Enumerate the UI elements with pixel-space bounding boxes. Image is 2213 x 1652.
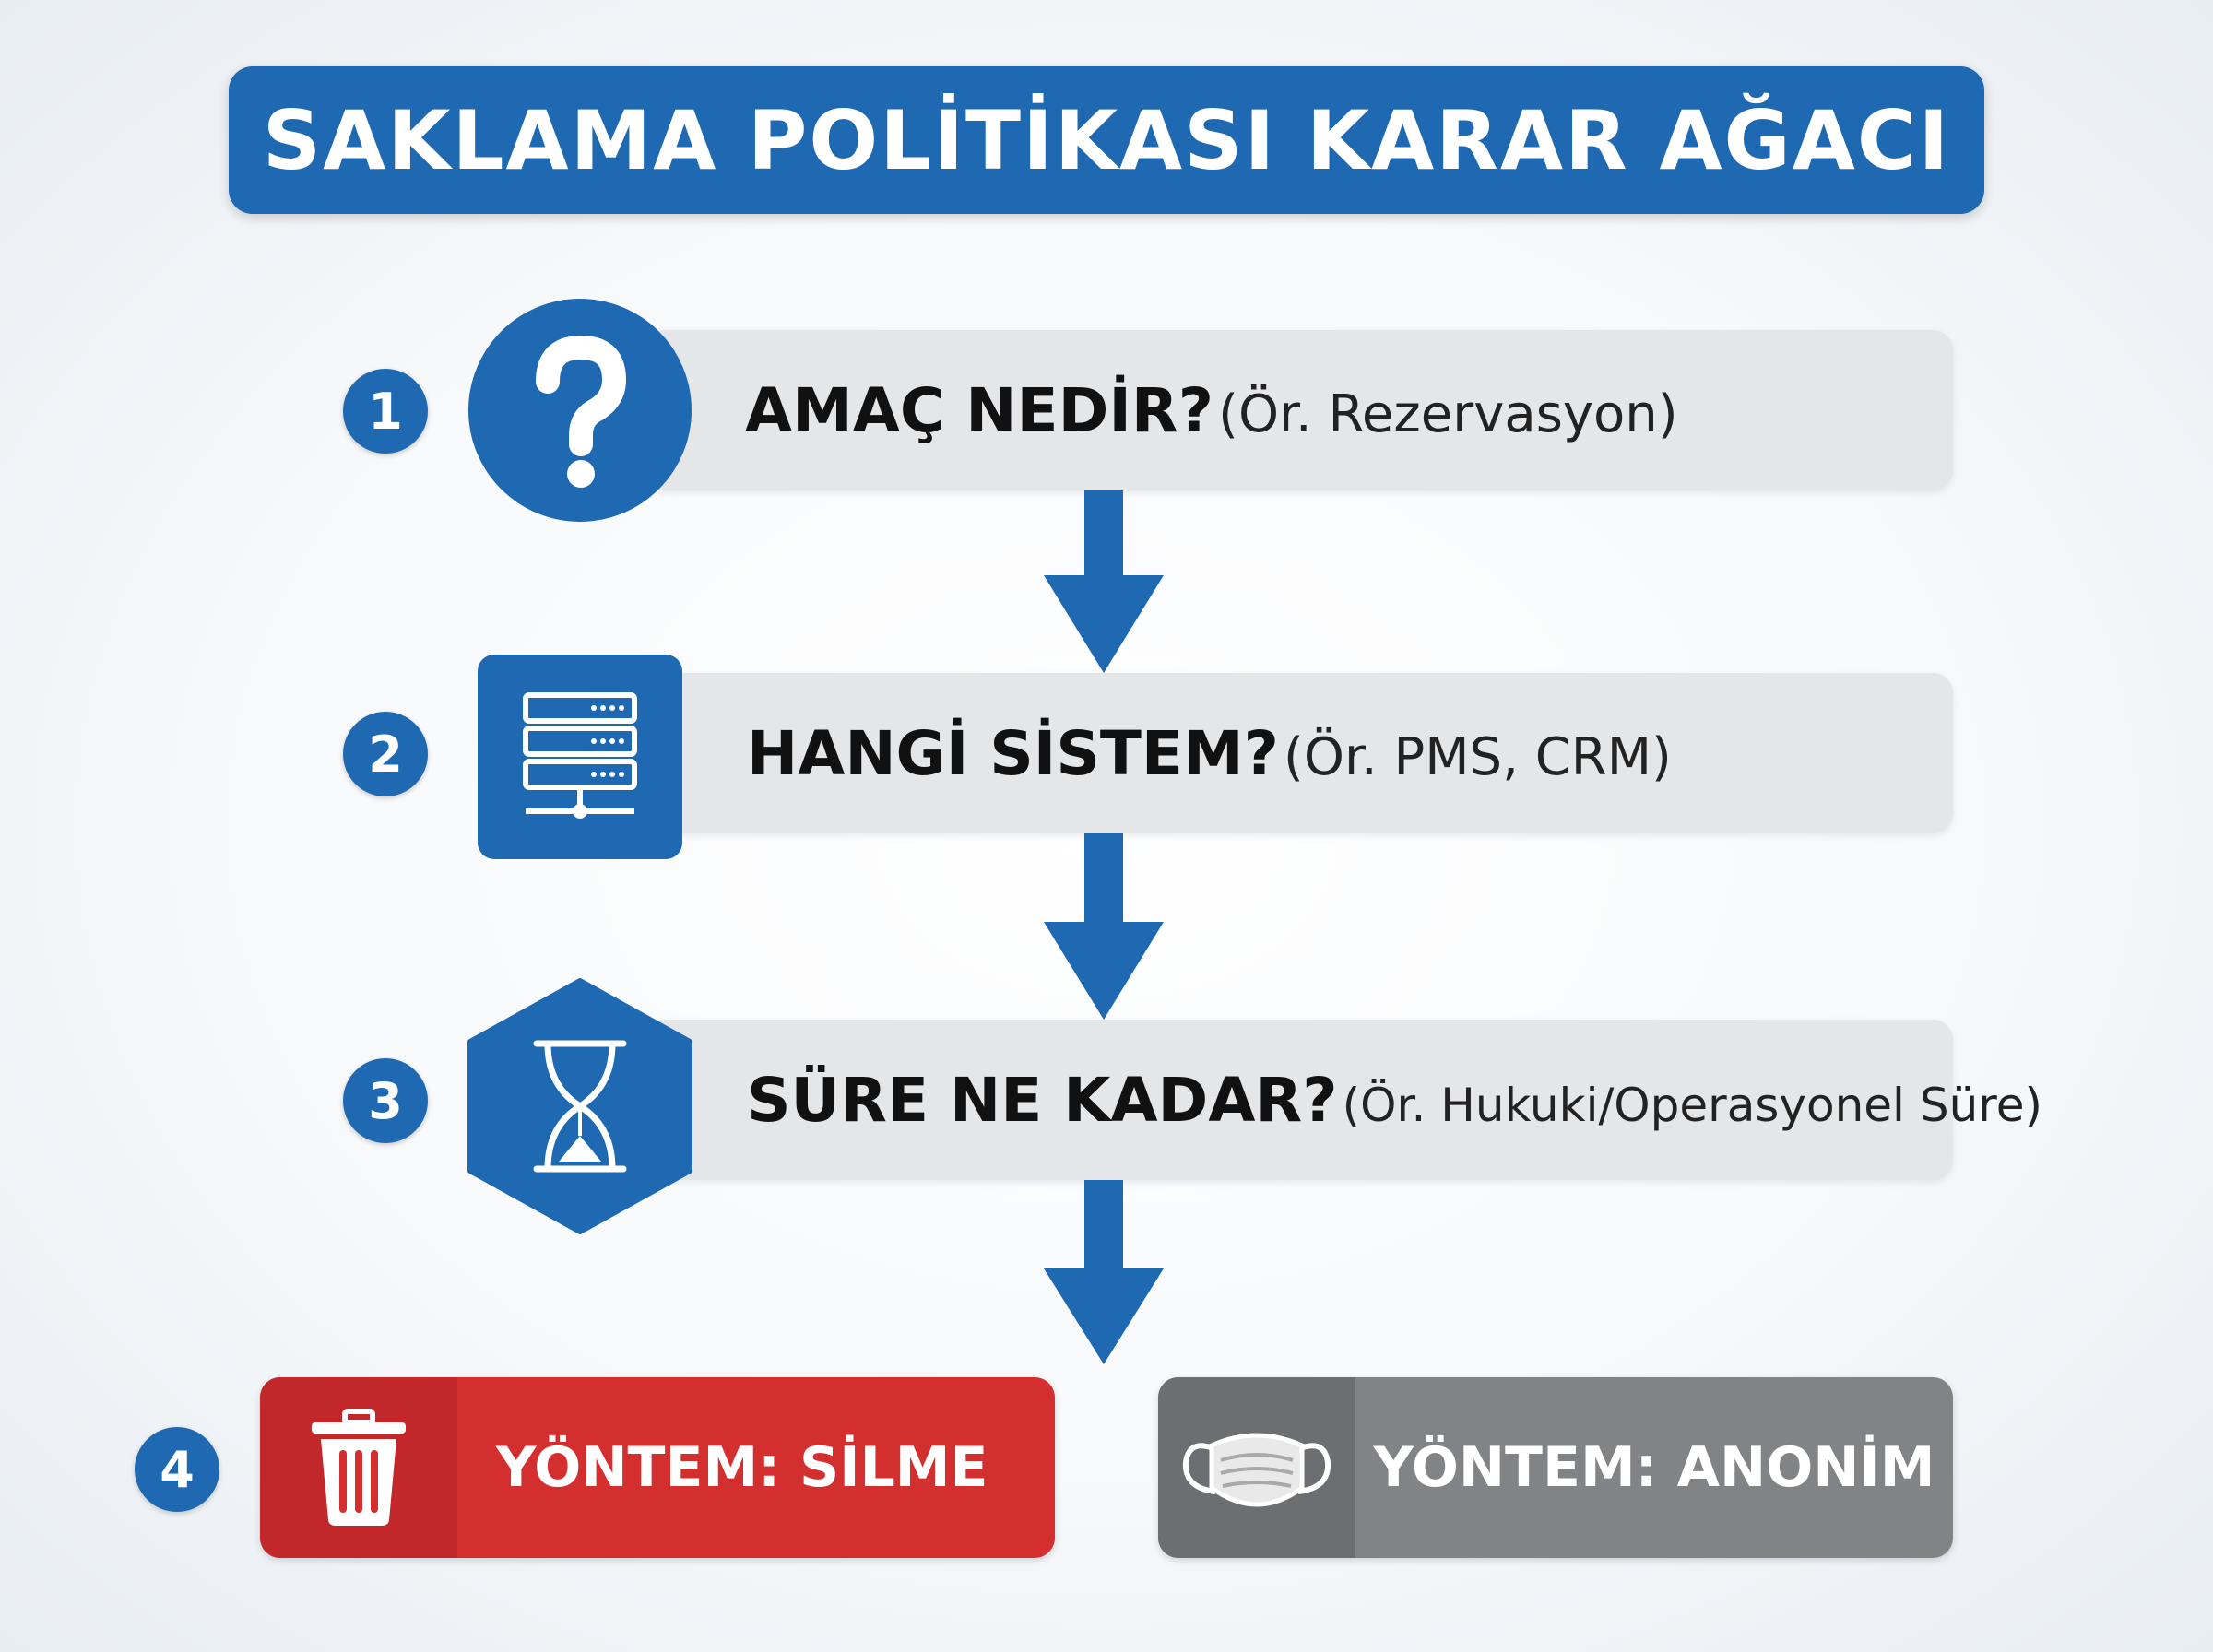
title-banner (229, 66, 1984, 214)
arrow-down-icon (1044, 833, 1164, 1021)
step-1-number: 1 (343, 369, 428, 454)
face-mask-icon (1158, 1377, 1355, 1558)
server-icon (478, 655, 682, 859)
question-icon (467, 297, 693, 524)
method-delete-label: YÖNTEM: SİLME (496, 1435, 988, 1500)
step-2-text (747, 718, 1672, 789)
trash-icon (260, 1377, 457, 1558)
hourglass-icon (467, 977, 693, 1235)
step-1-text (745, 375, 1678, 446)
method-delete-box (260, 1377, 1055, 1558)
method-anonymize-box (1158, 1377, 1953, 1558)
step-3-text (747, 1065, 2042, 1136)
step-2-question: HANGİ SİSTEM? (747, 717, 1279, 789)
step-1-question: AMAÇ NEDİR? (745, 374, 1214, 446)
step-1-box (645, 330, 1953, 490)
method-anonymize-label: YÖNTEM: ANONİM (1373, 1435, 1935, 1500)
step-4-number: 4 (135, 1427, 219, 1512)
step-2-example: (Ör. PMS, CRM) (1284, 726, 1672, 787)
step-2-number: 2 (343, 712, 428, 796)
page-title: SAKLAMA POLİTİKASI KARAR AĞACI (262, 92, 1951, 188)
step-3-question: SÜRE NE KADAR? (747, 1064, 1338, 1136)
step-3-box (645, 1020, 2042, 1180)
step-2-box (645, 673, 1953, 833)
arrow-down-icon (1044, 490, 1164, 675)
step-3-example: (Ör. Hukuki/Operasyonel Süre) (1342, 1078, 2042, 1132)
step-1-example: (Ör. Rezervasyon) (1218, 384, 1678, 444)
arrow-down-icon (1044, 1180, 1164, 1366)
step-3-number: 3 (343, 1058, 428, 1143)
